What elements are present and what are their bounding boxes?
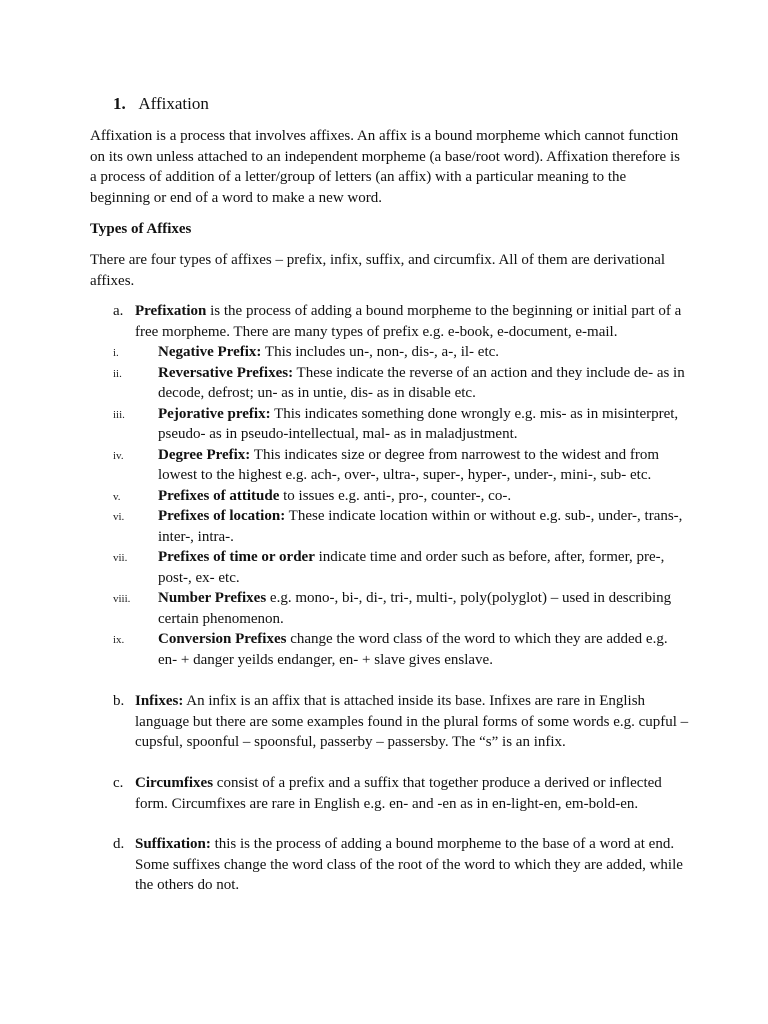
prefix-types-list: [90, 342, 690, 670]
list-marker: v.: [113, 490, 121, 503]
prefix-type-term: Prefixes of location:: [158, 508, 286, 524]
list-item-prefixation: [90, 301, 690, 342]
types-intro-paragraph: There are four types of affixes – prefix, infix, suffix, and circumfix. All of them are derivational affixes.: [90, 252, 666, 289]
term-infixes: Infixes:: [135, 693, 184, 709]
prefix-type-term: Conversion Prefixes: [158, 631, 287, 647]
list-marker: viii.: [113, 593, 131, 605]
prefix-type-description: These indicate the reverse of an action and they include de- as in decode, defrost; un- as in untie, dis- as in disable etc.: [158, 364, 685, 401]
prefix-type-item: [90, 588, 690, 629]
prefix-type-description: change the word class of the word to which they are added e.g. en- + danger yeilds endanger, en- + slave gives enslave.: [158, 631, 668, 668]
prefix-type-item: [90, 486, 690, 507]
prefix-type-item: [90, 342, 690, 363]
list-marker: vi.: [113, 511, 125, 523]
intro-paragraph: Affixation is a process that involves affixes. An affix is a bound morpheme which cannot function on its own unless attached to an independent morpheme (a base/root word). Affixation therefore is a process of addition of a letter/group of letters (an affix) with a particular meaning to the beginning or end of a word to make a new word.: [90, 128, 680, 206]
list-marker: c.: [113, 775, 124, 791]
term-suffixation: Suffixation:: [135, 836, 211, 852]
suffixation-section: [90, 834, 690, 896]
types-heading: Types of Affixes: [90, 221, 192, 237]
definition-circumfixes: consist of a prefix and a suffix that together produce a derived or inflected form. Circumfixes are rare in English e.g. en- and -en as in en-light-en, em-bold-en.: [135, 775, 662, 812]
prefix-type-term: Negative Prefix:: [158, 344, 262, 360]
definition-prefixation: is the process of adding a bound morpheme to the beginning or initial part of a free morpheme. There are many types of prefix e.g. e-book, e-document, e-mail.: [135, 303, 682, 340]
list-marker: ii.: [113, 367, 122, 380]
list-marker: iii.: [113, 408, 125, 421]
term-prefixation: Prefixation: [135, 303, 207, 319]
prefix-type-description: to issues e.g. anti-, pro-, counter-, co-.: [279, 487, 512, 504]
prefix-type-description: e.g. mono-, bi-, di-, tri-, multi-, poly(polyglot) – used in describing certain phenomenon.: [158, 590, 672, 627]
list-marker: d.: [113, 836, 125, 852]
list-marker: b.: [113, 693, 125, 709]
section-heading: [113, 93, 209, 115]
prefix-type-description: This indicates something done wrongly e.g. mis- as in misinterpret, pseudo- as in pseudo-intellectual, mal- as in maladjustment.: [158, 405, 679, 442]
prefix-type-item: [90, 547, 690, 588]
circumfixes-section: [90, 773, 690, 814]
prefix-type-item: [90, 445, 690, 486]
list-marker: ix.: [113, 634, 125, 646]
term-circumfixes: Circumfixes: [135, 775, 214, 791]
list-item-suffixation: [90, 834, 690, 896]
prefix-type-item: [90, 404, 690, 445]
prefix-type-item: [90, 629, 690, 670]
prefix-type-description: This includes un-, non-, dis-, a-, il- etc.: [261, 344, 500, 360]
section-title: Affixation: [138, 94, 209, 113]
list-marker: i.: [113, 347, 119, 359]
prefix-type-description: These indicate location within or without e.g. sub-, under-, trans-, inter-, intra-.: [158, 508, 683, 545]
list-item-circumfixes: [90, 773, 690, 814]
prefix-type-description: This indicates size or degree from narrowest to the widest and from lowest to the highest e.g. ach-, over-, ultra-, super-, hyper-, under-, mini-, sub- etc.: [158, 446, 660, 483]
prefix-type-term: Prefixes of time or order: [158, 549, 315, 565]
prefix-type-term: Reversative Prefixes:: [158, 364, 294, 381]
prefixation-section: [90, 301, 690, 670]
prefix-type-term: Pejorative prefix:: [158, 405, 271, 422]
prefix-type-item: [90, 363, 690, 404]
prefix-type-term: Prefixes of attitude: [158, 487, 280, 504]
prefix-type-term: Number Prefixes: [158, 590, 267, 606]
list-marker: a.: [113, 303, 124, 319]
prefix-type-description: indicate time and order such as before, after, former, pre-, post-, ex- etc.: [158, 549, 665, 586]
list-marker: iv.: [113, 449, 124, 462]
list-marker: vii.: [113, 552, 128, 564]
prefix-type-item: [90, 506, 690, 547]
prefix-type-term: Degree Prefix:: [158, 446, 251, 463]
section-number: 1.: [113, 94, 126, 113]
definition-infixes: An infix is an affix that is attached inside its base. Infixes are rare in English language but there are some examples found in the plural forms of some words e.g. cupful – cupsful, spoonful – spoonsful, passerby – passersby. The “s” is an infix.: [135, 693, 689, 750]
definition-suffixation: this is the process of adding a bound morpheme to the base of a word at end. Some suffixes change the word class of the root of the word to which they are added, while the others do not.: [135, 836, 683, 893]
list-item-infixes: [90, 691, 690, 753]
infixes-section: [90, 691, 690, 753]
